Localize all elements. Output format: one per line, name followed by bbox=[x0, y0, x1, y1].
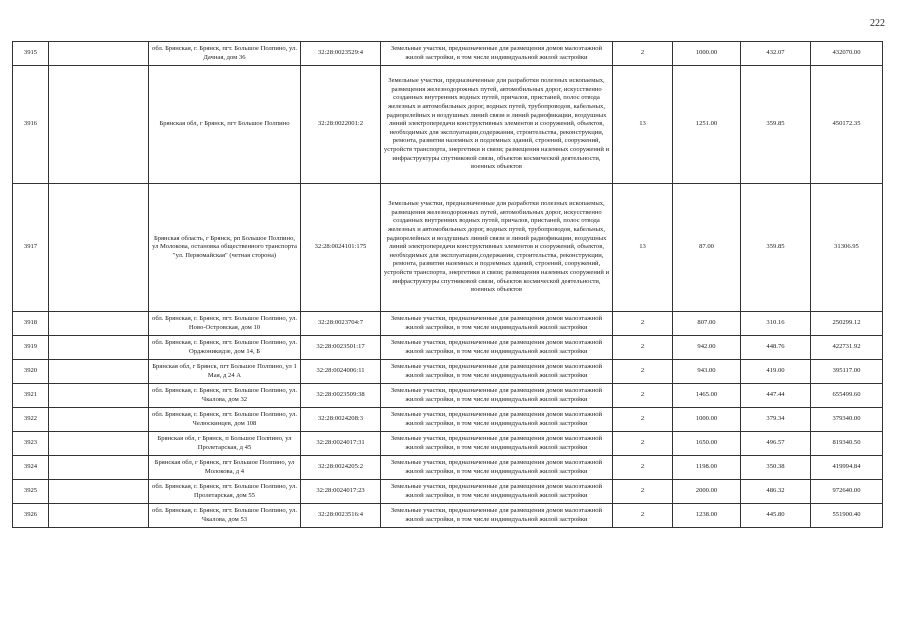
address-cell: Брянская область, г Брянск, рп Большое Полпино, ул Молокова, остановка общественного транспорта "ул. Первомайская" (четная сторона) bbox=[149, 184, 301, 312]
land-use-cell: Земельные участки, предназначенные для разработки полезных ископаемых, размещения железнодорожных путей, автомобильных дорог, искусственно созданных внутренних водных путей, причалов, пристаней, полос отвода железных и автомобильных дорог, водных путей, трубопроводов, кабельных, радиорелейных и воздушных линий связи и линий радиофикации, воздушных линий электропередачи конструктивных элементов и сооружений, объектов, необходимых для эксплуатации,содержания, строительства, реконструкции, ремонта, развития наземных и подземных зданий, строений, сооружений, устройств транспорта, энергетики и связи; размещения наземных сооружений и инфраструктуры спутниковой связи, объектов космической деятельности, военных объектов bbox=[381, 66, 613, 184]
land-use-cell: Земельные участки, предназначенные для размещения домов малоэтажной жилой застройки, в том числе индивидуальной жилой застройки bbox=[381, 360, 613, 384]
cadastral-number-cell: 32:28:0024205:2 bbox=[301, 456, 381, 480]
row-number-cell: 3922 bbox=[13, 408, 49, 432]
cadastral-value-cell: 379340.00 bbox=[811, 408, 883, 432]
table-row bbox=[13, 66, 883, 184]
specific-value-cell: 448.76 bbox=[741, 336, 811, 360]
table-row bbox=[13, 432, 883, 456]
specific-value-cell: 432.07 bbox=[741, 42, 811, 66]
cadastral-value-cell: 395117.00 bbox=[811, 360, 883, 384]
cadastral-number-cell: 32:28:0024017:31 bbox=[301, 432, 381, 456]
table-row bbox=[13, 336, 883, 360]
area-cell: 1198.00 bbox=[673, 456, 741, 480]
use-code-cell: 13 bbox=[613, 66, 673, 184]
land-use-cell: Земельные участки, предназначенные для размещения домов малоэтажной жилой застройки, в том числе индивидуальной жилой застройки bbox=[381, 480, 613, 504]
cadastral-number-cell: 32:28:0023501:17 bbox=[301, 336, 381, 360]
specific-value-cell: 445.80 bbox=[741, 504, 811, 528]
blank-cell bbox=[49, 336, 149, 360]
use-code-cell: 2 bbox=[613, 480, 673, 504]
area-cell: 2000.00 bbox=[673, 480, 741, 504]
land-use-cell: Земельные участки, предназначенные для размещения домов малоэтажной жилой застройки, в том числе индивидуальной жилой застройки bbox=[381, 408, 613, 432]
use-code-cell: 2 bbox=[613, 408, 673, 432]
land-use-cell: Земельные участки, предназначенные для размещения домов малоэтажной жилой застройки, в том числе индивидуальной жилой застройки bbox=[381, 432, 613, 456]
blank-cell bbox=[49, 184, 149, 312]
table-row bbox=[13, 456, 883, 480]
area-cell: 87.00 bbox=[673, 184, 741, 312]
cadastral-value-cell: 422731.92 bbox=[811, 336, 883, 360]
specific-value-cell: 310.16 bbox=[741, 312, 811, 336]
area-cell: 942.00 bbox=[673, 336, 741, 360]
blank-cell bbox=[49, 432, 149, 456]
row-number-cell: 3915 bbox=[13, 42, 49, 66]
address-cell: обл. Брянская, г. Брянск, пгт. Большое Полпино, ул. Челюскинцев, дом 108 bbox=[149, 408, 301, 432]
specific-value-cell: 359.85 bbox=[741, 66, 811, 184]
land-registry-table bbox=[12, 41, 883, 528]
table-row bbox=[13, 42, 883, 66]
area-cell: 1251.00 bbox=[673, 66, 741, 184]
address-cell: обл. Брянская, г. Брянск, пгт. Большое Полпино, ул. Чкалова, дом 32 bbox=[149, 384, 301, 408]
table-row bbox=[13, 480, 883, 504]
use-code-cell: 2 bbox=[613, 432, 673, 456]
use-code-cell: 2 bbox=[613, 384, 673, 408]
blank-cell bbox=[49, 66, 149, 184]
cadastral-value-cell: 819340.50 bbox=[811, 432, 883, 456]
cadastral-number-cell: 32:28:0023509:38 bbox=[301, 384, 381, 408]
cadastral-value-cell: 250299.12 bbox=[811, 312, 883, 336]
row-number-cell: 3925 bbox=[13, 480, 49, 504]
cadastral-number-cell: 32:28:0022001:2 bbox=[301, 66, 381, 184]
table-row bbox=[13, 408, 883, 432]
area-cell: 1238.00 bbox=[673, 504, 741, 528]
area-cell: 1650.00 bbox=[673, 432, 741, 456]
land-use-cell: Земельные участки, предназначенные для разработки полезных ископаемых, размещения железнодорожных путей, автомобильных дорог, искусственно созданных внутренних водных путей, причалов, пристаней, полос отвода железных и автомобильных дорог, водных путей, трубопроводов, кабельных, радиорелейных и воздушных линий связи и линий радиофикации, воздушных линий электропередачи конструктивных элементов и сооружений, объектов, необходимых для эксплуатации,содержания, строительства, реконструкции, ремонта, развития наземных и подземных зданий, строений, сооружений, устройств транспорта, энергетики и связи; размещения наземных сооружений и инфраструктуры спутниковой связи, объектов космической деятельности, военных объектов bbox=[381, 184, 613, 312]
row-number-cell: 3923 bbox=[13, 432, 49, 456]
cadastral-number-cell: 32:28:0023529:4 bbox=[301, 42, 381, 66]
cadastral-value-cell: 655499.60 bbox=[811, 384, 883, 408]
cadastral-value-cell: 551900.40 bbox=[811, 504, 883, 528]
specific-value-cell: 379.34 bbox=[741, 408, 811, 432]
row-number-cell: 3926 bbox=[13, 504, 49, 528]
specific-value-cell: 419.00 bbox=[741, 360, 811, 384]
cadastral-value-cell: 432070.00 bbox=[811, 42, 883, 66]
cadastral-number-cell: 32:28:0024101:175 bbox=[301, 184, 381, 312]
table-row bbox=[13, 504, 883, 528]
cadastral-value-cell: 419994.84 bbox=[811, 456, 883, 480]
area-cell: 1000.00 bbox=[673, 42, 741, 66]
address-cell: Брянская обл, г Брянск, пгт Большое Полпино bbox=[149, 66, 301, 184]
blank-cell bbox=[49, 360, 149, 384]
table-row bbox=[13, 312, 883, 336]
use-code-cell: 2 bbox=[613, 360, 673, 384]
use-code-cell: 2 bbox=[613, 456, 673, 480]
table-row bbox=[13, 384, 883, 408]
land-use-cell: Земельные участки, предназначенные для размещения домов малоэтажной жилой застройки, в том числе индивидуальной жилой застройки bbox=[381, 312, 613, 336]
area-cell: 1465.00 bbox=[673, 384, 741, 408]
address-cell: Брянская обл, г Брянск, пгт Большое Полпино, ул Молокова, д 4 bbox=[149, 456, 301, 480]
land-use-cell: Земельные участки, предназначенные для размещения домов малоэтажной жилой застройки, в том числе индивидуальной жилой застройки bbox=[381, 456, 613, 480]
page-number: 222 bbox=[870, 18, 885, 29]
area-cell: 1000.00 bbox=[673, 408, 741, 432]
row-number-cell: 3921 bbox=[13, 384, 49, 408]
use-code-cell: 2 bbox=[613, 312, 673, 336]
cadastral-number-cell: 32:28:0023516:4 bbox=[301, 504, 381, 528]
specific-value-cell: 486.32 bbox=[741, 480, 811, 504]
address-cell: обл. Брянская, г. Брянск, пгт. Большое Полпино, ул. Пролетарская, дом 55 bbox=[149, 480, 301, 504]
table-row bbox=[13, 184, 883, 312]
blank-cell bbox=[49, 42, 149, 66]
area-cell: 943.00 bbox=[673, 360, 741, 384]
use-code-cell: 2 bbox=[613, 336, 673, 360]
address-cell: Брянская обл, г Брянск, п Большое Полпино, ул Пролетарская, д 45 bbox=[149, 432, 301, 456]
table-body bbox=[13, 42, 883, 528]
use-code-cell: 2 bbox=[613, 504, 673, 528]
blank-cell bbox=[49, 504, 149, 528]
blank-cell bbox=[49, 312, 149, 336]
cadastral-value-cell: 972640.00 bbox=[811, 480, 883, 504]
land-use-cell: Земельные участки, предназначенные для размещения домов малоэтажной жилой застройки, в том числе индивидуальной жилой застройки bbox=[381, 504, 613, 528]
address-cell: обл. Брянская, г. Брянск, пгт. Большое Полпино, ул. Ново-Островская, дом 10 bbox=[149, 312, 301, 336]
cadastral-value-cell: 450172.35 bbox=[811, 66, 883, 184]
land-use-cell: Земельные участки, предназначенные для размещения домов малоэтажной жилой застройки, в том числе индивидуальной жилой застройки bbox=[381, 336, 613, 360]
address-cell: обл. Брянская, г. Брянск, пгт. Большое Полпино, ул. Чкалова, дом 53 bbox=[149, 504, 301, 528]
use-code-cell: 13 bbox=[613, 184, 673, 312]
land-use-cell: Земельные участки, предназначенные для размещения домов малоэтажной жилой застройки, в том числе индивидуальной жилой застройки bbox=[381, 384, 613, 408]
blank-cell bbox=[49, 480, 149, 504]
address-cell: обл. Брянская, г. Брянск, пгт. Большое Полпино, ул. Орджоникидзе, дом 14, Б bbox=[149, 336, 301, 360]
row-number-cell: 3916 bbox=[13, 66, 49, 184]
row-number-cell: 3924 bbox=[13, 456, 49, 480]
cadastral-number-cell: 32:28:0023704:7 bbox=[301, 312, 381, 336]
row-number-cell: 3919 bbox=[13, 336, 49, 360]
specific-value-cell: 496.57 bbox=[741, 432, 811, 456]
cadastral-number-cell: 32:28:0024208:3 bbox=[301, 408, 381, 432]
cadastral-number-cell: 32:28:0024017:23 bbox=[301, 480, 381, 504]
row-number-cell: 3920 bbox=[13, 360, 49, 384]
area-cell: 807.00 bbox=[673, 312, 741, 336]
row-number-cell: 3917 bbox=[13, 184, 49, 312]
cadastral-number-cell: 32:28:0024006:11 bbox=[301, 360, 381, 384]
table-row bbox=[13, 360, 883, 384]
use-code-cell: 2 bbox=[613, 42, 673, 66]
specific-value-cell: 350.38 bbox=[741, 456, 811, 480]
blank-cell bbox=[49, 384, 149, 408]
blank-cell bbox=[49, 408, 149, 432]
row-number-cell: 3918 bbox=[13, 312, 49, 336]
specific-value-cell: 359.85 bbox=[741, 184, 811, 312]
land-use-cell: Земельные участки, предназначенные для размещения домов малоэтажной жилой застройки, в том числе индивидуальной жилой застройки bbox=[381, 42, 613, 66]
address-cell: обл. Брянская, г. Брянск, пгт. Большое Полпино, ул. Дачная, дом 36 bbox=[149, 42, 301, 66]
cadastral-value-cell: 31306.95 bbox=[811, 184, 883, 312]
blank-cell bbox=[49, 456, 149, 480]
address-cell: Брянская обл, г Брянск, пгт Большое Полпино, ул 1 Мая, д 24 А bbox=[149, 360, 301, 384]
specific-value-cell: 447.44 bbox=[741, 384, 811, 408]
